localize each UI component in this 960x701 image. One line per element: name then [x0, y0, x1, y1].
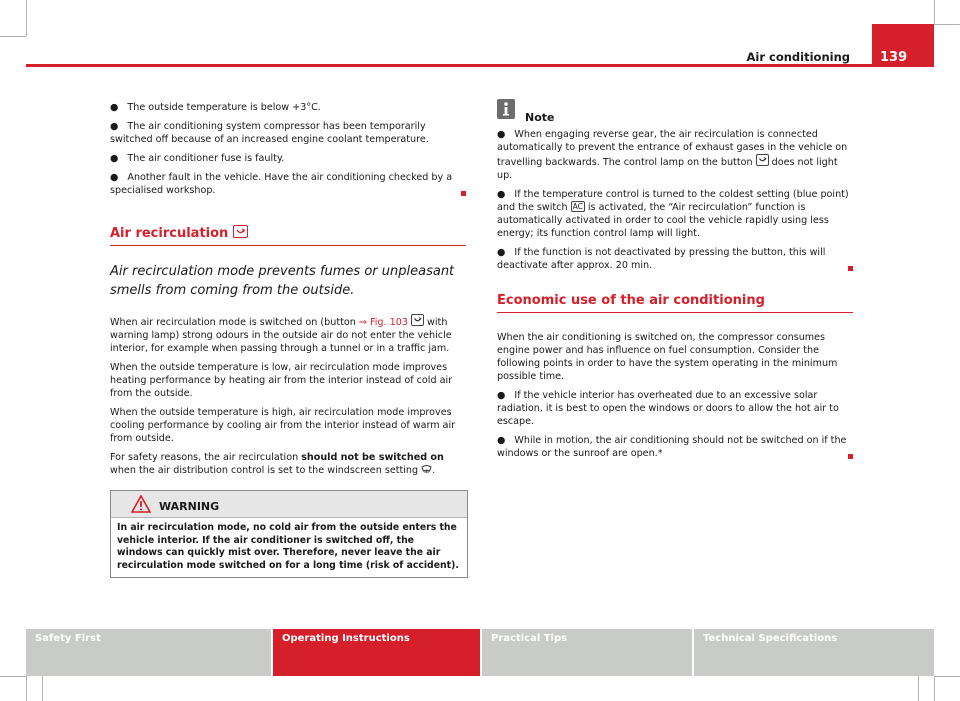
section-economic-use — [497, 294, 853, 313]
crop-mark — [934, 676, 960, 677]
list-item: ● When engaging reverse gear, the air recirculation is connected automatically to prevent the entrance of exhaust gases in the vehicle on travelling backwards. The control lamp on the button does not light up. — [497, 129, 848, 181]
paragraph: For safety reasons, the air recirculation should not be switched on when the air distribution control is set to the windscreen setting . — [110, 452, 444, 476]
list-item: ● The air conditioning system compressor has been temporarily switched off because of an increased engine coolant temperature. — [110, 121, 429, 145]
crop-mark — [934, 24, 960, 25]
header-section-title: Air conditioning — [746, 50, 850, 64]
warning-title: WARNING — [159, 500, 220, 513]
paragraph: When the outside temperature is low, air recirculation mode improves heating performance by heating air from the interior instead of cold air from the outside. — [110, 362, 453, 399]
footer-tab-operating-instructions[interactable]: Operating Instructions — [273, 629, 480, 676]
footer-tab-safety-first[interactable]: Safety First — [26, 629, 271, 676]
lead-paragraph: Air recirculation mode prevents fumes or unpleasant smells from coming from the outside. — [110, 264, 455, 298]
section-end-marker — [848, 266, 853, 271]
windscreen-icon — [421, 465, 432, 478]
recirculation-button-icon — [411, 314, 424, 326]
crop-mark — [934, 0, 935, 24]
crop-mark — [26, 676, 27, 701]
info-icon — [497, 99, 515, 119]
recirculation-button-icon — [756, 154, 769, 166]
list-item: ● If the function is not deactivated by pressing the button, this will deactivate after approx. 20 min. — [497, 246, 853, 272]
list-item: ● If the vehicle interior has overheated due to an excessive solar radiation, it is best to open the windows or doors to allow the hot air to escape. — [497, 390, 839, 427]
section-end-marker — [848, 454, 853, 459]
left-column — [110, 101, 466, 484]
crop-mark — [26, 0, 27, 36]
figure-link[interactable]: ⇒ Fig. 103 — [358, 317, 408, 328]
section-rule — [110, 245, 466, 246]
page-number: 139 — [880, 50, 908, 65]
header-rule — [26, 64, 934, 67]
crop-mark — [918, 676, 919, 701]
crop-mark — [934, 676, 935, 701]
warning-triangle-icon — [131, 495, 151, 517]
list-item: ● Another fault in the vehicle. Have the air conditioning checked by a specialised workshop. — [110, 171, 466, 197]
paragraph: When air recirculation mode is switched on (button ⇒ Fig. 103 with warning lamp) strong odours in the outside air do not enter the vehicle interior, for example when passing through a tunnel or in a traffic jam. — [110, 314, 466, 355]
list-item: ● The air conditioner fuse is faulty. — [110, 153, 285, 164]
crop-mark — [0, 36, 26, 37]
list-item: ● If the temperature control is turned to the coldest setting (blue point) and the switch AC is activated, the “Air recirculation” function is automatically activated in order to cool the vehicle rapidly using less energy; its function control lamp will light. — [497, 189, 849, 239]
recirculation-icon — [233, 225, 248, 238]
warning-header — [111, 491, 467, 518]
footer-tab-technical-specifications[interactable]: Technical Specifications — [694, 629, 934, 676]
paragraph: When the air conditioning is switched on, the compressor consumes engine power and has influence on fuel consumption. Consider the following points in order to have the system operating in the minimum possible time. — [497, 332, 838, 382]
crop-mark — [0, 676, 26, 677]
crop-mark — [42, 676, 43, 701]
list-item: ● The outside temperature is below +3°C. — [110, 102, 321, 113]
right-column — [497, 128, 853, 466]
note-title: Note — [525, 111, 555, 124]
warning-body: In air recirculation mode, no cold air from the outside enters the vehicle interior. If the air conditioner is switched off, the windows can quickly mist over. Therefore, never leave the air recirculation mode switched on for a long time (risk of accident). — [117, 522, 459, 571]
ac-switch-key: AC — [572, 202, 583, 211]
section-heading: Economic use of the air conditioning — [497, 293, 765, 308]
paragraph: When the outside temperature is high, air recirculation mode improves cooling performance by cooling air from the interior instead of warm air from outside. — [110, 407, 456, 444]
section-heading: Air recirculation — [110, 225, 466, 240]
section-end-marker — [461, 191, 466, 196]
warning-box — [110, 490, 468, 578]
footer-tab-practical-tips[interactable]: Practical Tips — [482, 629, 692, 676]
list-item: ● While in motion, the air conditioning should not be switched on if the windows or the sunroof are open.* — [497, 434, 853, 460]
section-air-recirculation — [110, 225, 466, 246]
section-rule — [497, 312, 853, 313]
